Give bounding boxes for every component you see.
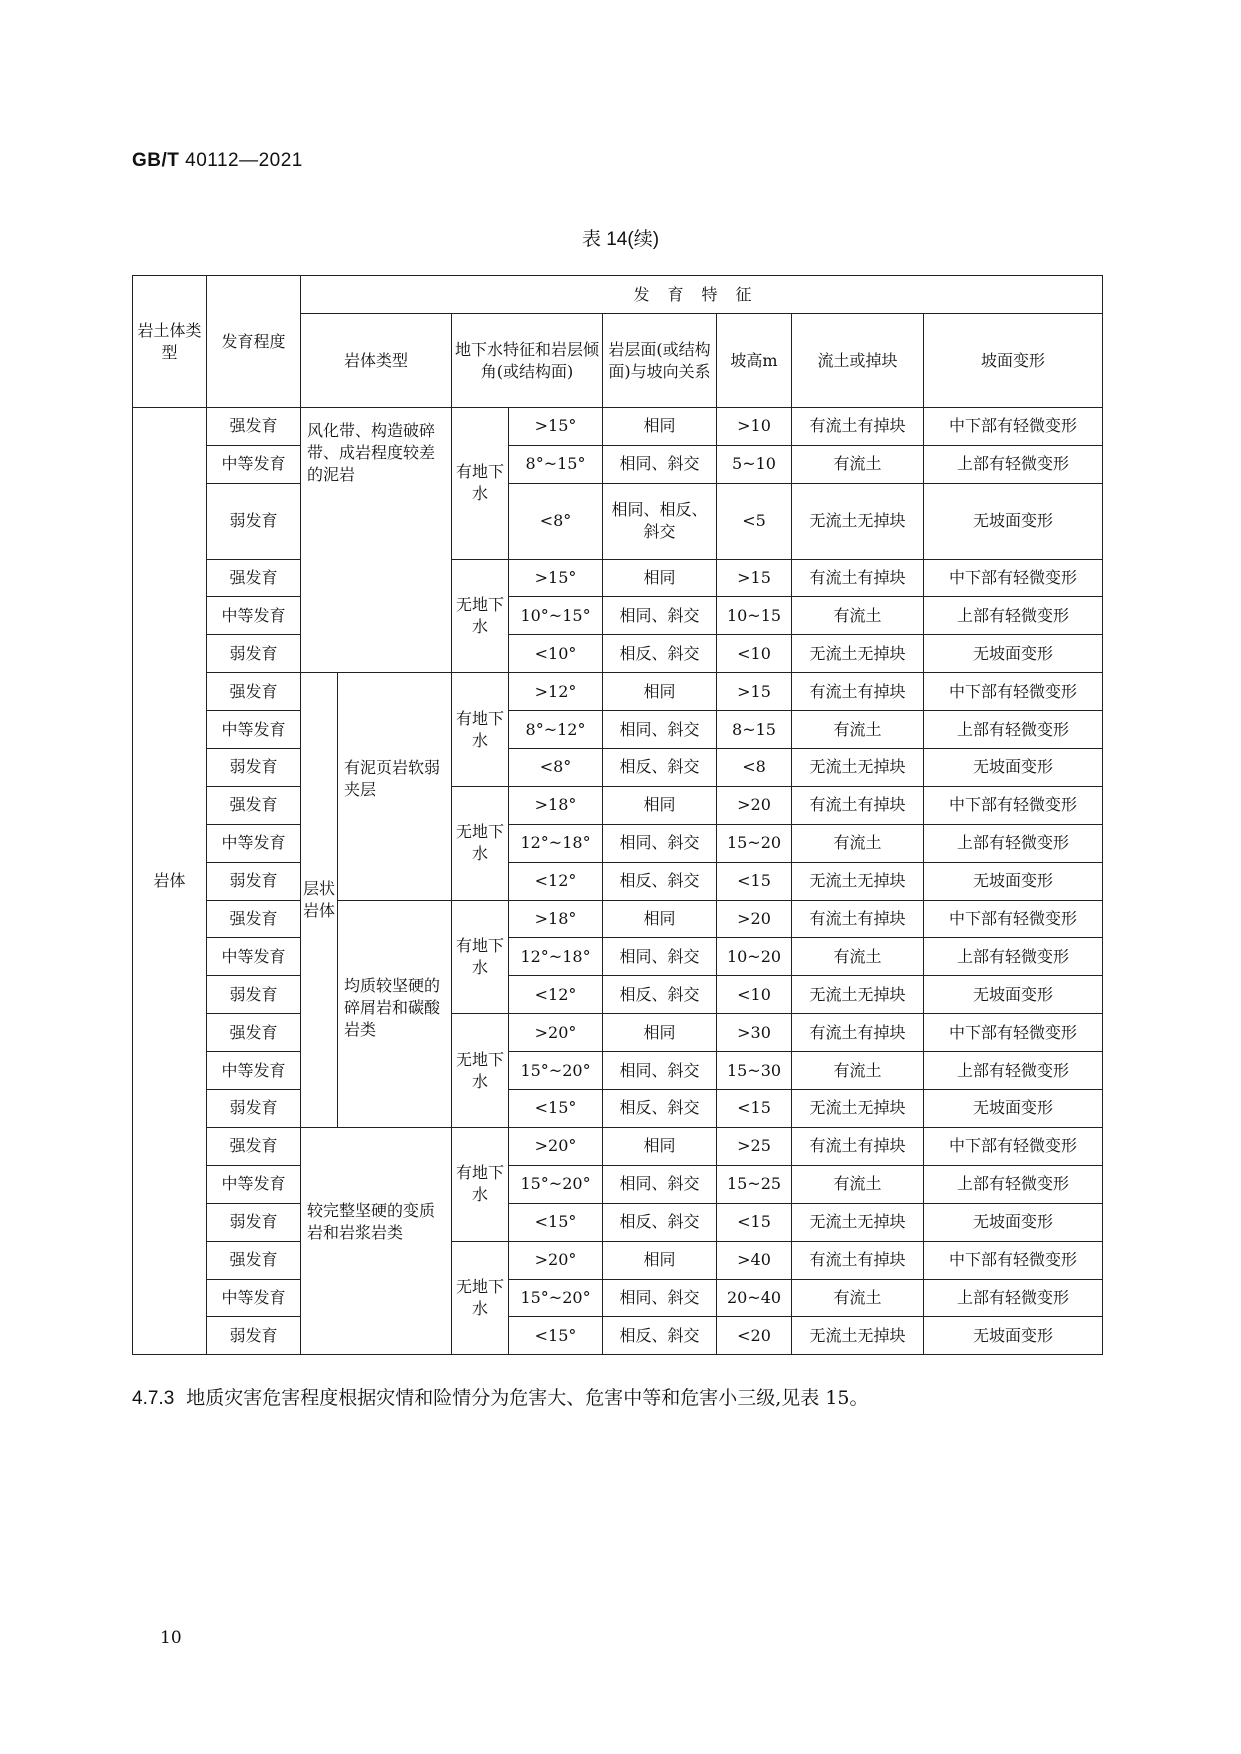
soil-flow: 有流土有掉块 (792, 673, 924, 711)
slope-height: 10~20 (717, 938, 792, 976)
slope-deformation: 无坡面变形 (924, 635, 1103, 673)
table-row (133, 1090, 1103, 1128)
surface-relation: 相同 (603, 408, 717, 446)
dip-angle: <8° (509, 483, 603, 559)
dip-angle: 15°~20° (509, 1279, 603, 1317)
slope-deformation: 无坡面变形 (924, 483, 1103, 559)
surface-relation: 相同、斜交 (603, 938, 717, 976)
table-row (133, 900, 1103, 938)
table-row (133, 559, 1103, 597)
rock-type-weathered: 风化带、构造破碎带、成岩程度较差的泥岩 (301, 408, 452, 673)
dip-angle: 8°~15° (509, 445, 603, 483)
slope-deformation: 中下部有轻微变形 (924, 1241, 1103, 1279)
page-number: 10 (160, 1628, 182, 1648)
development-degree: 中等发育 (207, 1052, 301, 1090)
rock-type-layered: 层状岩体 (301, 673, 338, 1128)
surface-relation: 相反、斜交 (603, 1317, 717, 1355)
development-degree: 中等发育 (207, 445, 301, 483)
table-row (133, 445, 1103, 483)
slope-height: 5~10 (717, 445, 792, 483)
table-row (133, 711, 1103, 749)
surface-relation: 相反、斜交 (603, 749, 717, 787)
header-rock-type: 岩体类型 (301, 314, 452, 408)
table-row (133, 1014, 1103, 1052)
soil-flow: 有流土有掉块 (792, 786, 924, 824)
development-degree: 强发育 (207, 1014, 301, 1052)
table-row (133, 1165, 1103, 1203)
slope-deformation: 中下部有轻微变形 (924, 408, 1103, 446)
development-degree: 弱发育 (207, 635, 301, 673)
soil-flow: 有流土 (792, 597, 924, 635)
soil-flow: 有流土有掉块 (792, 1127, 924, 1165)
surface-relation: 相同、斜交 (603, 597, 717, 635)
dip-angle: >20° (509, 1127, 603, 1165)
slope-deformation: 中下部有轻微变形 (924, 900, 1103, 938)
slope-deformation: 中下部有轻微变形 (924, 559, 1103, 597)
dip-angle: >18° (509, 900, 603, 938)
development-degree: 中等发育 (207, 711, 301, 749)
dip-angle: 10°~15° (509, 597, 603, 635)
soil-flow: 无流土无掉块 (792, 1090, 924, 1128)
development-degree: 强发育 (207, 408, 301, 446)
soil-flow: 无流土无掉块 (792, 1203, 924, 1241)
groundwater-absent: 无地下水 (452, 559, 509, 673)
header-soil-type: 岩土体类型 (133, 276, 207, 408)
slope-deformation: 无坡面变形 (924, 1317, 1103, 1355)
surface-relation: 相反、斜交 (603, 1090, 717, 1128)
slope-deformation: 中下部有轻微变形 (924, 786, 1103, 824)
dip-angle: <12° (509, 976, 603, 1014)
soil-flow: 有流土有掉块 (792, 1241, 924, 1279)
dip-angle: >15° (509, 408, 603, 446)
soil-flow: 有流土 (792, 711, 924, 749)
rock-type-shale: 有泥页岩软弱夹层 (338, 673, 452, 900)
development-degree: 中等发育 (207, 597, 301, 635)
groundwater-absent: 无地下水 (452, 1014, 509, 1128)
dip-angle: 12°~18° (509, 824, 603, 862)
table-row (133, 483, 1103, 559)
surface-relation: 相同 (603, 1127, 717, 1165)
groundwater-present: 有地下水 (452, 408, 509, 560)
surface-relation: 相反、斜交 (603, 862, 717, 900)
table-row (133, 976, 1103, 1014)
slope-height: 15~20 (717, 824, 792, 862)
soil-flow: 无流土无掉块 (792, 1317, 924, 1355)
surface-relation: 相同、相反、斜交 (603, 483, 717, 559)
slope-deformation: 上部有轻微变形 (924, 824, 1103, 862)
slope-height: >40 (717, 1241, 792, 1279)
development-degree: 强发育 (207, 1241, 301, 1279)
slope-height: <8 (717, 749, 792, 787)
table-row (133, 786, 1103, 824)
development-degree: 弱发育 (207, 483, 301, 559)
dip-angle: >12° (509, 673, 603, 711)
slope-height: <15 (717, 1090, 792, 1128)
slope-height: <5 (717, 483, 792, 559)
dip-angle: 15°~20° (509, 1052, 603, 1090)
soil-flow: 无流土无掉块 (792, 862, 924, 900)
development-degree: 弱发育 (207, 976, 301, 1014)
surface-relation: 相反、斜交 (603, 635, 717, 673)
header-surface-relation: 岩层面(或结构面)与坡向关系 (603, 314, 717, 408)
slope-height: >20 (717, 786, 792, 824)
surface-relation: 相同、斜交 (603, 1279, 717, 1317)
slope-height: <15 (717, 862, 792, 900)
rock-type-clastic: 均质较坚硬的碎屑岩和碳酸岩类 (338, 900, 452, 1127)
soil-flow: 有流土有掉块 (792, 408, 924, 446)
soil-flow: 有流土 (792, 1052, 924, 1090)
development-degree: 强发育 (207, 900, 301, 938)
dip-angle: >18° (509, 786, 603, 824)
development-degree: 弱发育 (207, 862, 301, 900)
soil-flow: 无流土无掉块 (792, 635, 924, 673)
geohazard-table (132, 275, 1103, 1355)
development-degree: 弱发育 (207, 1203, 301, 1241)
development-degree: 强发育 (207, 559, 301, 597)
slope-deformation: 上部有轻微变形 (924, 445, 1103, 483)
slope-deformation: 无坡面变形 (924, 749, 1103, 787)
slope-deformation: 上部有轻微变形 (924, 1279, 1103, 1317)
surface-relation: 相同 (603, 673, 717, 711)
header-characteristics: 发育特征 (301, 276, 1103, 314)
table-row (133, 597, 1103, 635)
header-groundwater: 地下水特征和岩层倾角(或结构面) (452, 314, 603, 408)
slope-deformation: 中下部有轻微变形 (924, 673, 1103, 711)
slope-deformation: 无坡面变形 (924, 1090, 1103, 1128)
table-row (133, 635, 1103, 673)
development-degree: 弱发育 (207, 1317, 301, 1355)
dip-angle: <8° (509, 749, 603, 787)
development-degree: 弱发育 (207, 1090, 301, 1128)
surface-relation: 相同、斜交 (603, 445, 717, 483)
surface-relation: 相反、斜交 (603, 1203, 717, 1241)
table-row (133, 749, 1103, 787)
slope-deformation: 无坡面变形 (924, 1203, 1103, 1241)
header-soil-flow: 流土或掉块 (792, 314, 924, 408)
soil-flow: 有流土 (792, 824, 924, 862)
standard-code (132, 150, 303, 172)
slope-deformation: 上部有轻微变形 (924, 597, 1103, 635)
table-row (133, 1279, 1103, 1317)
development-degree: 中等发育 (207, 1165, 301, 1203)
groundwater-present: 有地下水 (452, 673, 509, 787)
table-row (133, 1203, 1103, 1241)
slope-height: 15~30 (717, 1052, 792, 1090)
slope-height: >15 (717, 673, 792, 711)
rock-type-metamorphic: 较完整坚硬的变质岩和岩浆岩类 (301, 1127, 452, 1354)
standard-code-prefix: GB/T (132, 150, 180, 171)
slope-deformation: 上部有轻微变形 (924, 1052, 1103, 1090)
header-development-degree: 发育程度 (207, 276, 301, 408)
soil-flow: 有流土 (792, 1279, 924, 1317)
slope-height: <10 (717, 976, 792, 1014)
slope-height: <20 (717, 1317, 792, 1355)
table-row (133, 1052, 1103, 1090)
surface-relation: 相同、斜交 (603, 1052, 717, 1090)
soil-flow: 无流土无掉块 (792, 749, 924, 787)
surface-relation: 相同、斜交 (603, 711, 717, 749)
soil-flow: 有流土 (792, 445, 924, 483)
surface-relation: 相同 (603, 1241, 717, 1279)
groundwater-present: 有地下水 (452, 900, 509, 1014)
slope-deformation: 中下部有轻微变形 (924, 1014, 1103, 1052)
slope-deformation: 无坡面变形 (924, 976, 1103, 1014)
dip-angle: <15° (509, 1090, 603, 1128)
dip-angle: >15° (509, 559, 603, 597)
groundwater-absent: 无地下水 (452, 786, 509, 900)
dip-angle: <15° (509, 1317, 603, 1355)
table-row (133, 1241, 1103, 1279)
clause-text: 地质灾害危害程度根据灾情和险情分为危害大、危害中等和危害小三级,见表 15。 (186, 1387, 869, 1409)
slope-deformation: 上部有轻微变形 (924, 938, 1103, 976)
soil-flow: 有流土有掉块 (792, 559, 924, 597)
dip-angle: >20° (509, 1014, 603, 1052)
development-degree: 中等发育 (207, 938, 301, 976)
slope-height: >20 (717, 900, 792, 938)
slope-height: 8~15 (717, 711, 792, 749)
slope-deformation: 上部有轻微变形 (924, 1165, 1103, 1203)
slope-height: <15 (717, 1203, 792, 1241)
dip-angle: 8°~12° (509, 711, 603, 749)
clause-number: 4.7.3 (132, 1388, 175, 1409)
surface-relation: 相反、斜交 (603, 976, 717, 1014)
slope-height: >25 (717, 1127, 792, 1165)
dip-angle: <15° (509, 1203, 603, 1241)
table-row (133, 1317, 1103, 1355)
surface-relation: 相同 (603, 1014, 717, 1052)
dip-angle: <12° (509, 862, 603, 900)
table-row (133, 1127, 1103, 1165)
slope-deformation: 上部有轻微变形 (924, 711, 1103, 749)
soil-flow: 有流土 (792, 1165, 924, 1203)
slope-deformation: 无坡面变形 (924, 862, 1103, 900)
development-degree: 弱发育 (207, 749, 301, 787)
soil-flow: 有流土 (792, 938, 924, 976)
clause-note (132, 1383, 869, 1410)
standard-code-number: 40112—2021 (185, 150, 303, 171)
slope-height: 10~15 (717, 597, 792, 635)
development-degree: 强发育 (207, 786, 301, 824)
table-title: 表 14(续) (581, 229, 660, 250)
soil-flow: 有流土有掉块 (792, 900, 924, 938)
development-degree: 强发育 (207, 673, 301, 711)
slope-height: 15~25 (717, 1165, 792, 1203)
slope-height: >10 (717, 408, 792, 446)
table-row (133, 408, 1103, 446)
development-degree: 中等发育 (207, 824, 301, 862)
surface-relation: 相同 (603, 786, 717, 824)
table-row (133, 862, 1103, 900)
table-row (133, 824, 1103, 862)
slope-height: <10 (717, 635, 792, 673)
table-row (133, 673, 1103, 711)
surface-relation: 相同、斜交 (603, 824, 717, 862)
soil-type-rock: 岩体 (133, 408, 207, 1355)
soil-flow: 无流土无掉块 (792, 976, 924, 1014)
dip-angle: 12°~18° (509, 938, 603, 976)
dip-angle: 15°~20° (509, 1165, 603, 1203)
development-degree: 强发育 (207, 1127, 301, 1165)
table-row (133, 938, 1103, 976)
surface-relation: 相同 (603, 900, 717, 938)
surface-relation: 相同、斜交 (603, 1165, 717, 1203)
slope-height: 20~40 (717, 1279, 792, 1317)
development-degree: 中等发育 (207, 1279, 301, 1317)
surface-relation: 相同 (603, 559, 717, 597)
slope-deformation: 中下部有轻微变形 (924, 1127, 1103, 1165)
dip-angle: >20° (509, 1241, 603, 1279)
groundwater-absent: 无地下水 (452, 1241, 509, 1355)
slope-height: >30 (717, 1014, 792, 1052)
header-deformation: 坡面变形 (924, 314, 1103, 408)
header-slope-height: 坡高m (717, 314, 792, 408)
dip-angle: <10° (509, 635, 603, 673)
groundwater-present: 有地下水 (452, 1127, 509, 1241)
slope-height: >15 (717, 559, 792, 597)
soil-flow: 有流土有掉块 (792, 1014, 924, 1052)
soil-flow: 无流土无掉块 (792, 483, 924, 559)
